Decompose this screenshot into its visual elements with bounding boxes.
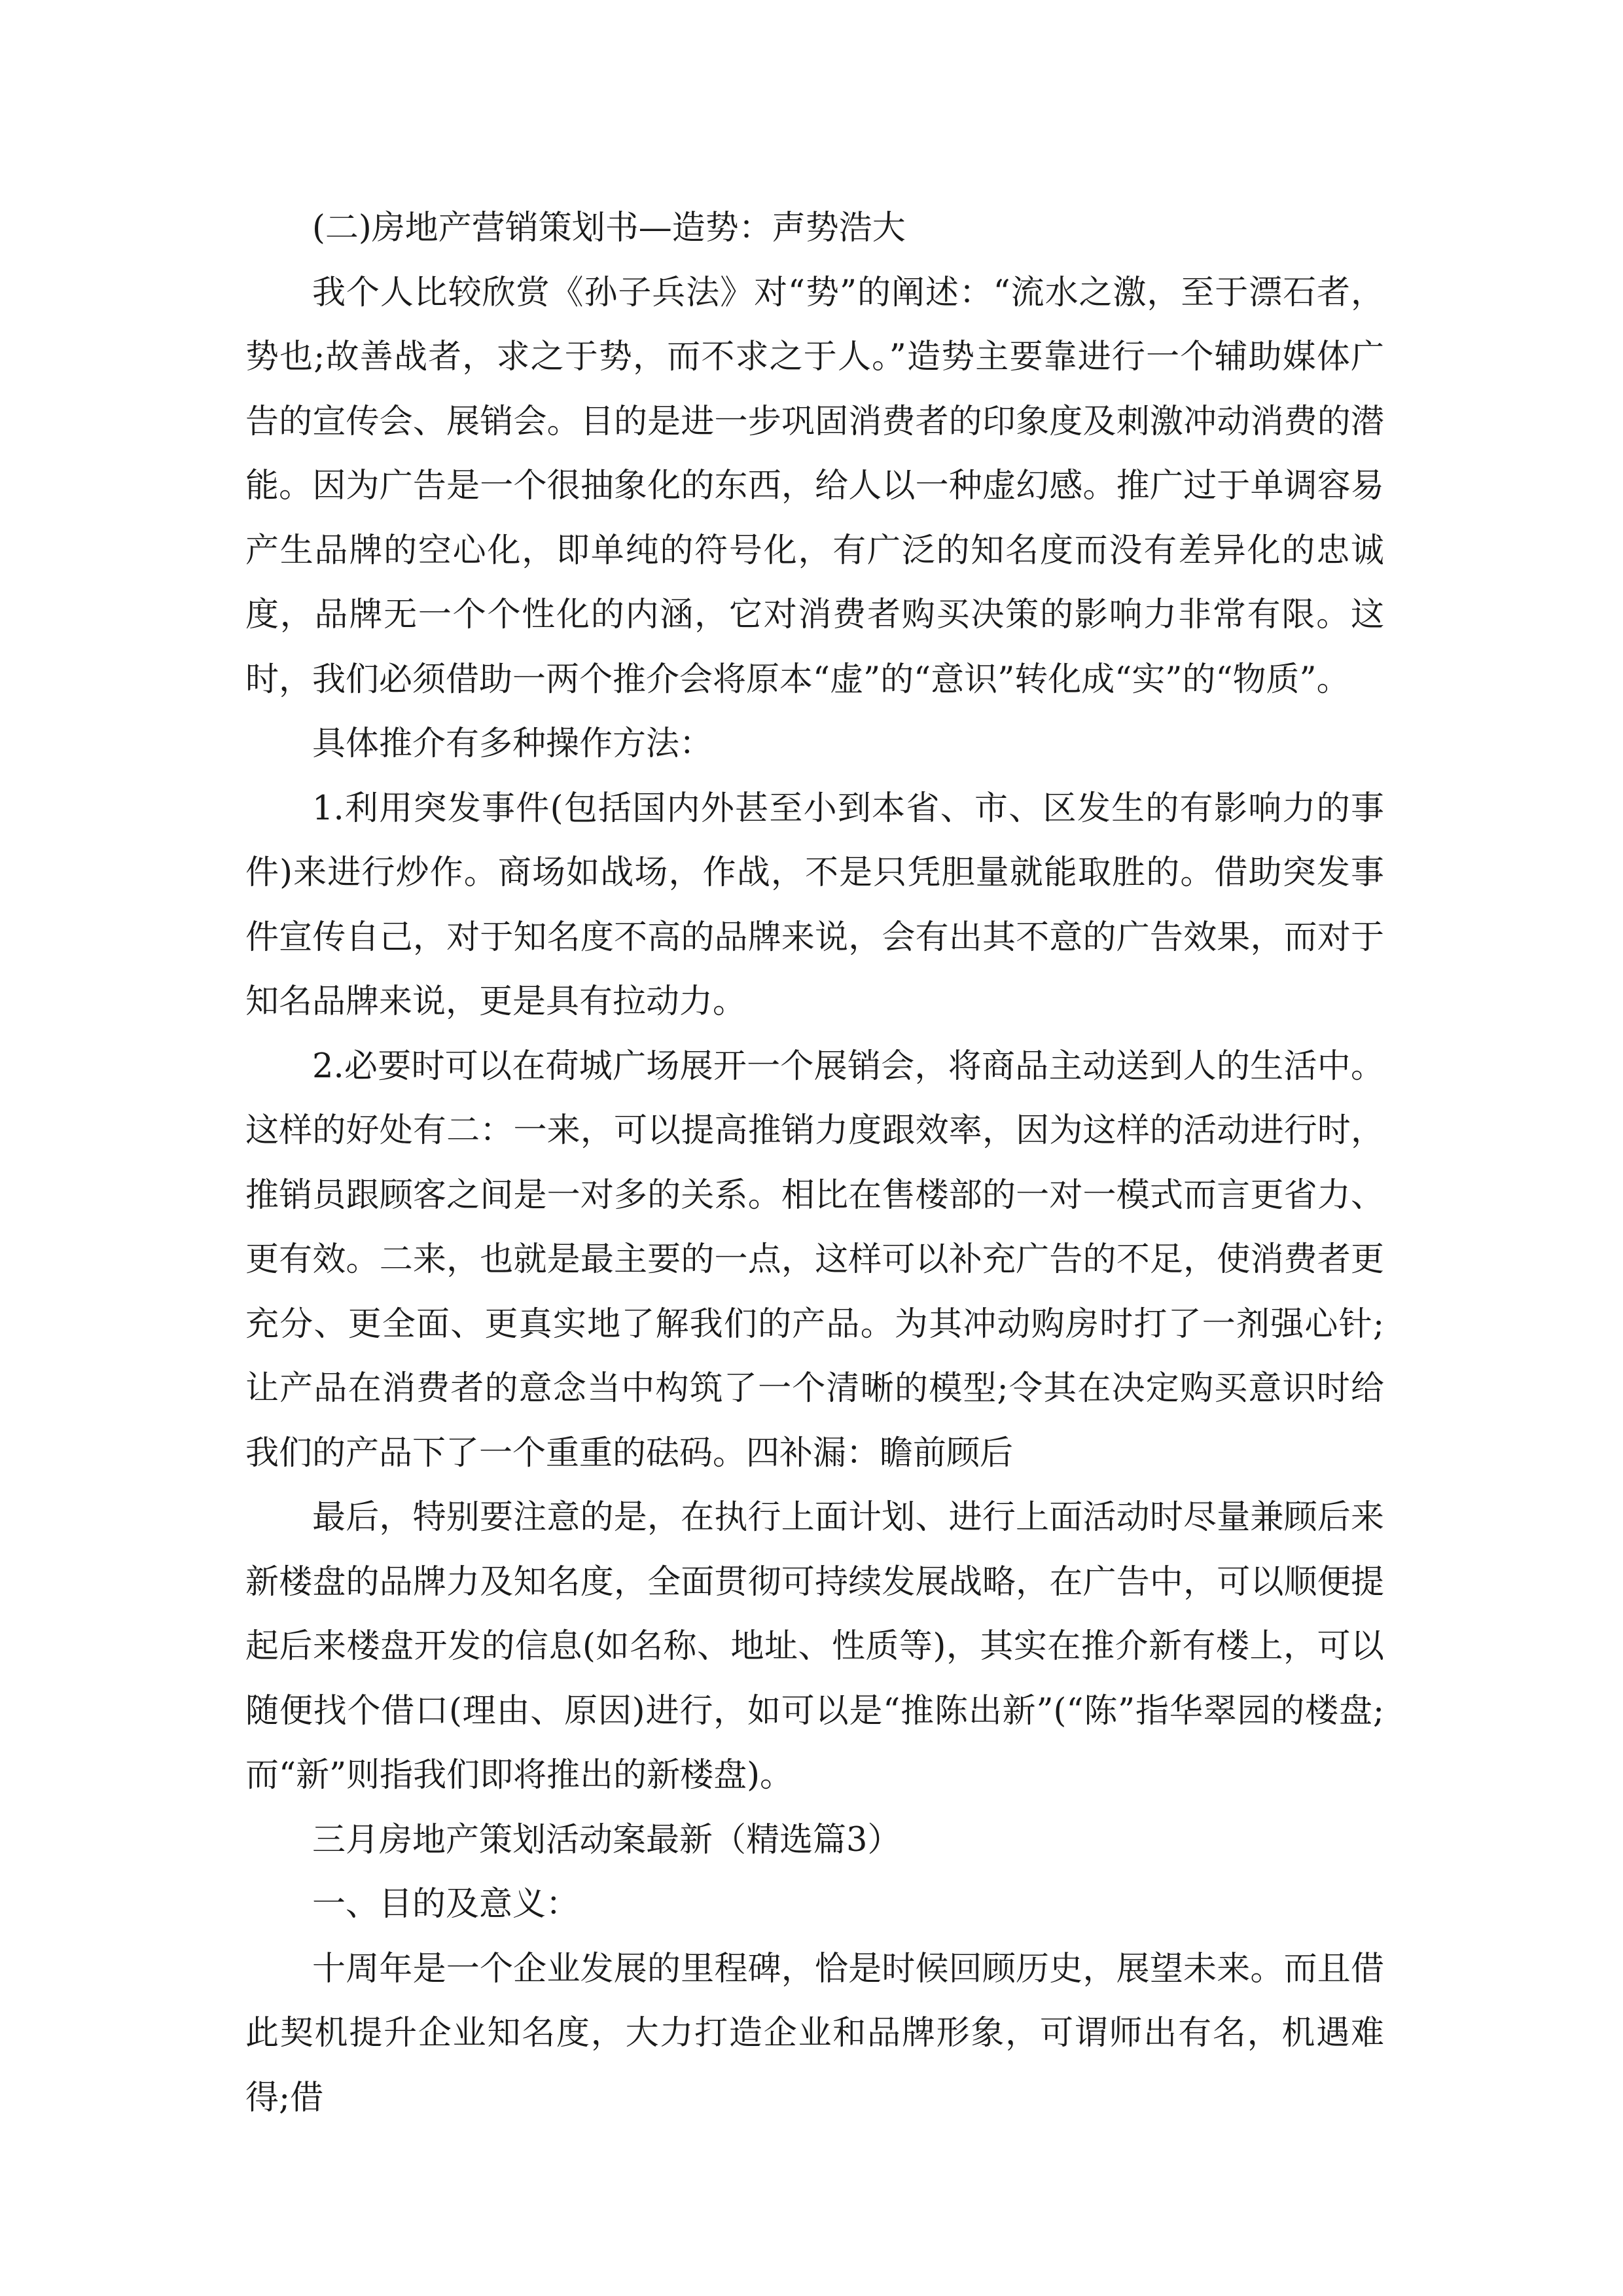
paragraph-conclusion: 最后，特别要注意的是，在执行上面计划、进行上面活动时尽量兼顾后来新楼盘的品牌力及知名度，全面贯彻可持续发展战略，在广告中，可以顺便提起后来楼盘开发的信息(如名称、地址、性质等)，其实在推介新有楼上，可以随便找个借口(理由、原因)进行，如可以是“推陈出新”(“陈”指华翠园的楼盘;而“新”则指我们即将推出的新楼盘)。 (245, 1498, 1384, 1795)
paragraph-purpose: 十周年是一个企业发展的里程碑，恰是时候回顾历史，展望未来。而且借此契机提升企业知名度，大力打造企业和品牌形象，可谓师出有名，机遇难得;借 (245, 1949, 1384, 2117)
section-heading-purpose: 一、目的及意义： (312, 1885, 580, 1924)
list-item-method-1: 1.利用突发事件(包括国内外甚至小到本省、市、区发生的有影响力的事件)来进行炒作。商场如战场，作战，不是只凭胆量就能取胜的。借助突发事件宣传自己，对于知名度不高的品牌来说，会有出其不意的广告效果，而对于知名品牌来说，更是具有拉动力。 (245, 789, 1384, 1021)
paragraph-methods-intro: 具体推介有多种操作方法： (312, 725, 713, 763)
section-heading-momentum: (二)房地产营销策划书—造势：声势浩大 (312, 209, 906, 247)
paragraph-momentum-intro: 我个人比较欣赏《孙子兵法》对“势”的阐述：“流水之激，至于漂石者，势也;故善战者，求之于势，而不求之于人。”造势主要靠进行一个辅助媒体广告的宣传会、展销会。目的是进一步巩固消费者的印象度及刺激冲动消费的潜能。因为广告是一个很抽象化的东西，给人以一种虚幻感。推广过于单调容易产生品牌的空心化，即单纯的符号化，有广泛的知名度而没有差异化的忠诚度，品牌无一个个性化的内涵，它对消费者购买决策的影响力非常有限。这时，我们必须借助一两个推介会将原本“虚”的“意识”转化成“实”的“物质”。 (245, 273, 1384, 699)
article-title-part-3: 三月房地产策划活动案最新（精选篇3） (312, 1820, 901, 1859)
document-body (245, 196, 1384, 2130)
list-item-method-2: 2.必要时可以在荷城广场展开一个展销会，将商品主动送到人的生活中。这样的好处有二：一来，可以提高推销力度跟效率，因为这样的活动进行时，推销员跟顾客之间是一对多的关系。相比在售楼部的一对一模式而言更省力、更有效。二来，也就是最主要的一点，这样可以补充广告的不足，使消费者更充分、更全面、更真实地了解我们的产品。为其冲动购房时打了一剂强心针;让产品在消费者的意念当中构筑了一个清晰的模型;令其在决定购买意识时给我们的产品下了一个重重的砝码。四补漏：瞻前顾后 (245, 1047, 1384, 1473)
